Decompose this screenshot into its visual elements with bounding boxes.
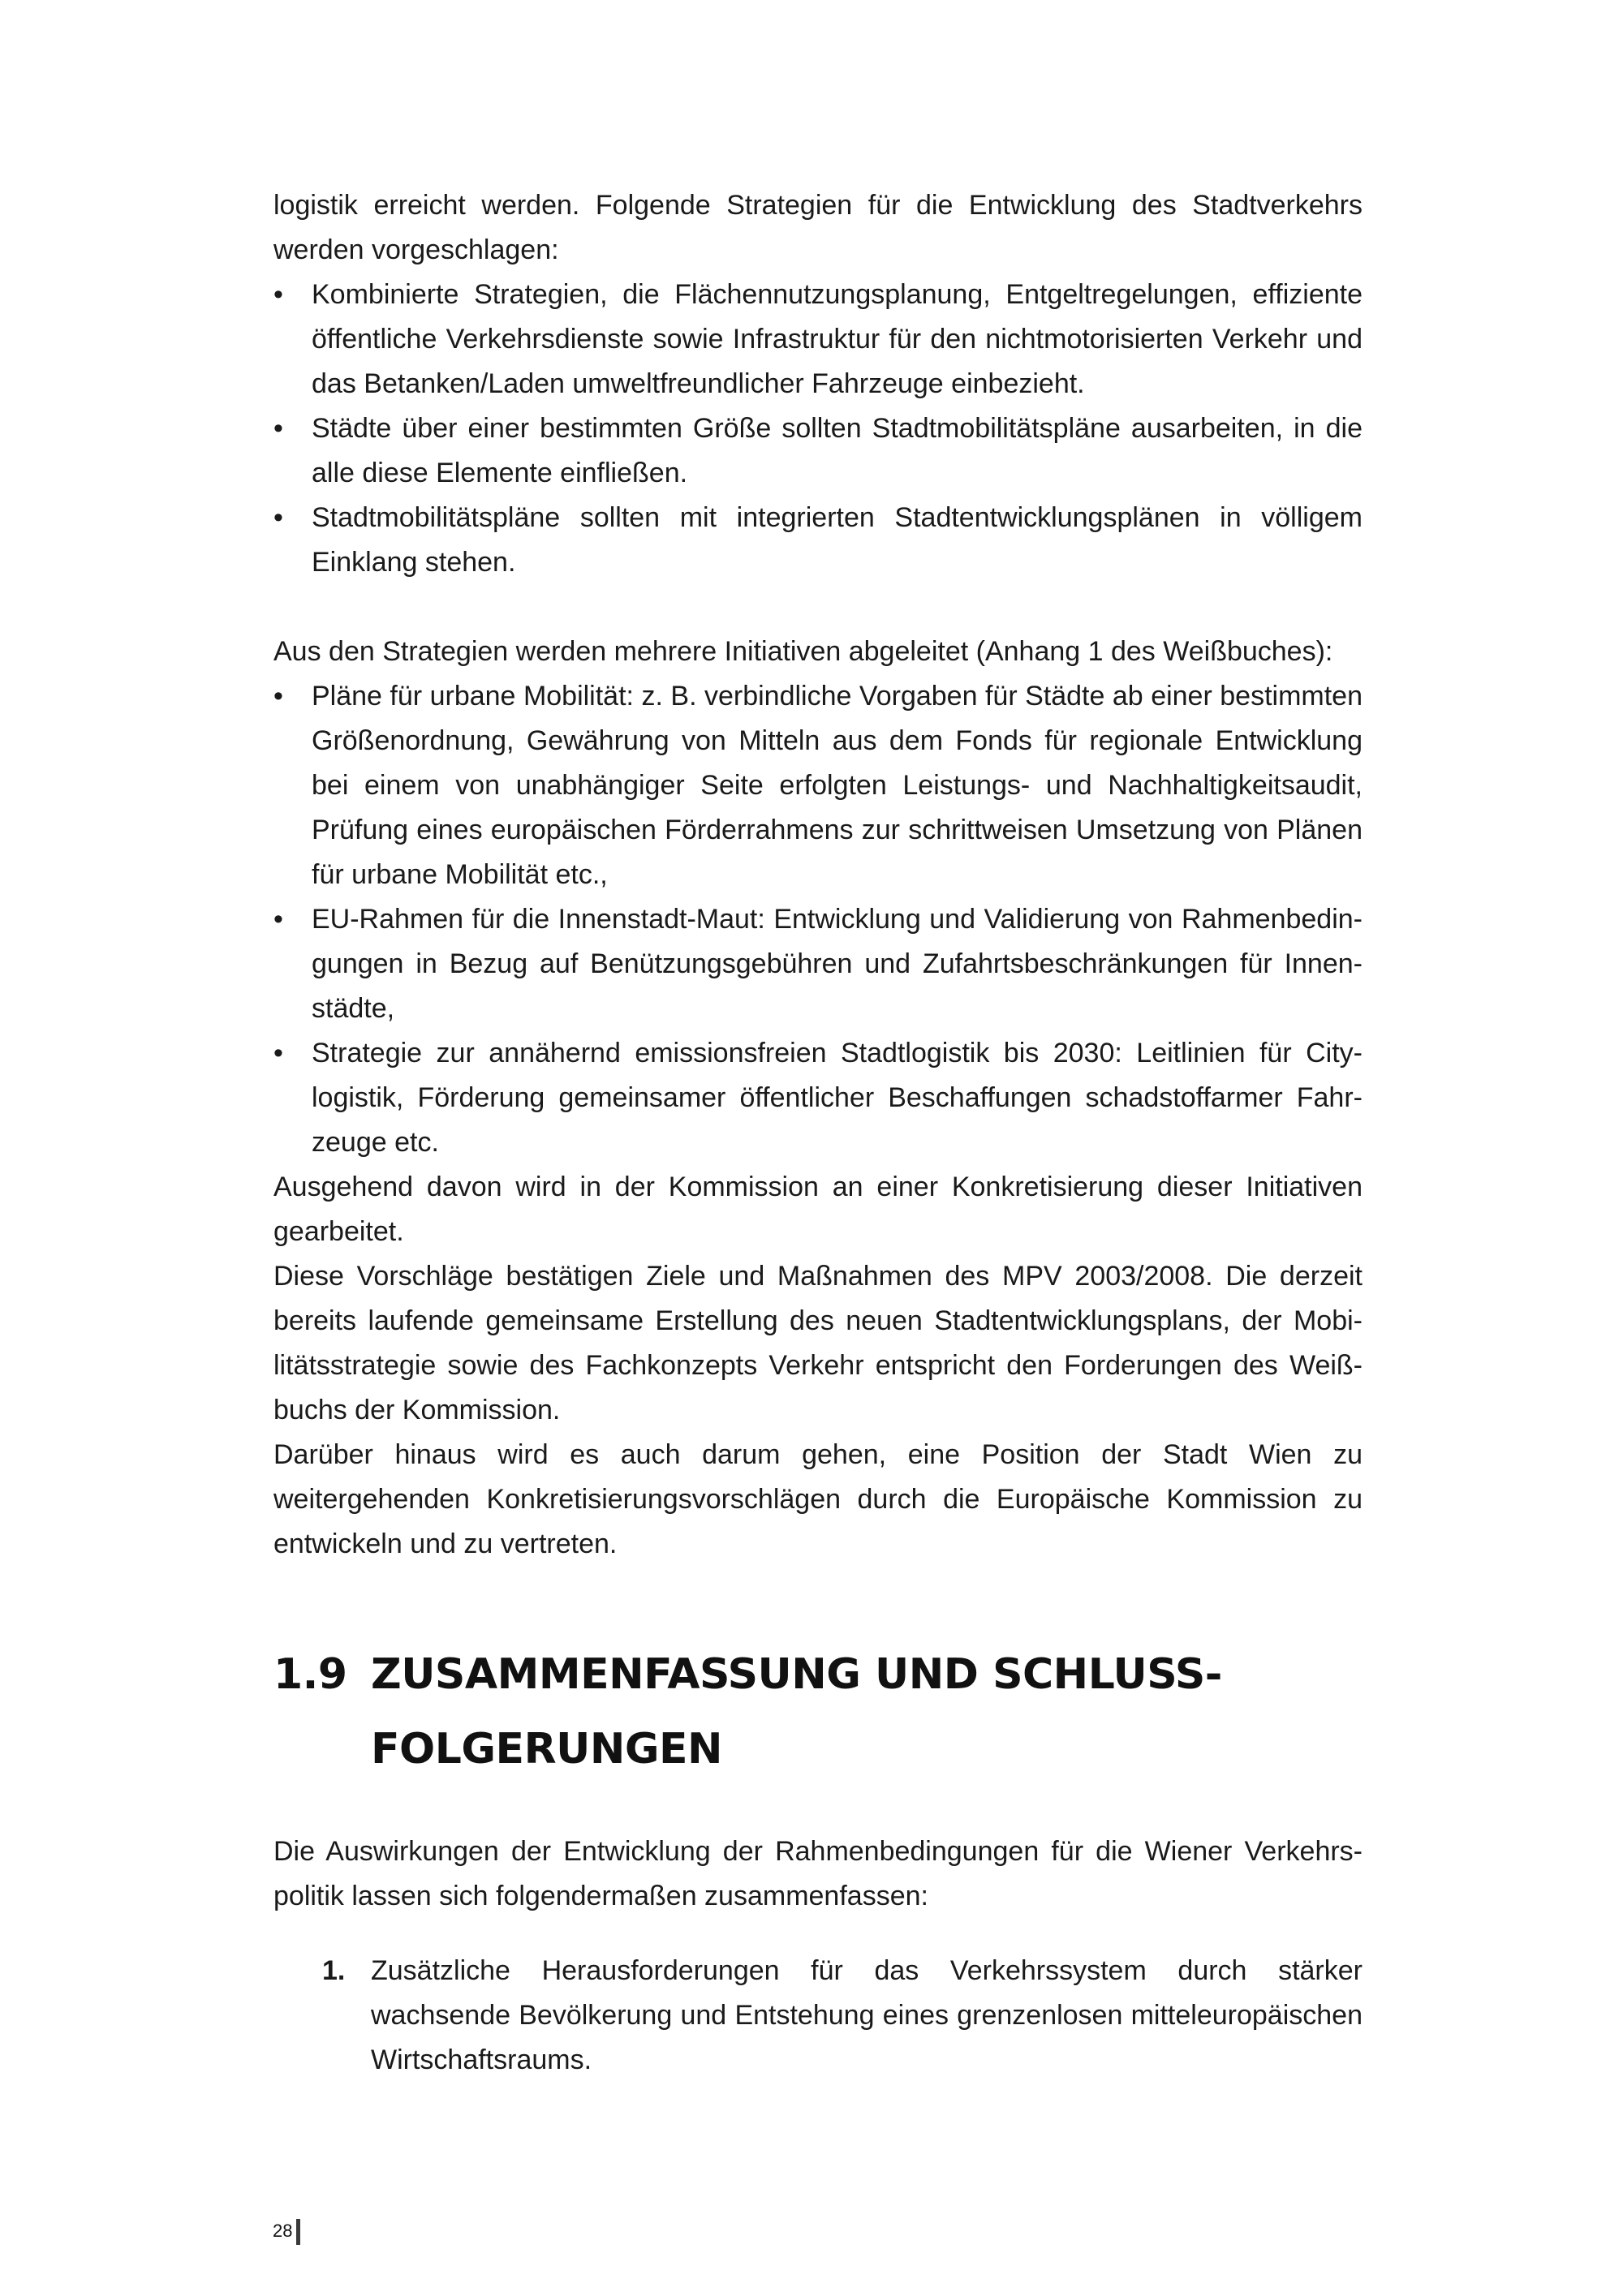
list-item: • Strategie zur annähernd emissionsfreien Stadtlogistik bis 2030: Leitlinien für Citylogistik, Förderung gemeinsamer öffentlicher Beschaffungen schadstoffarmer Fahrzeuge etc. [273, 1031, 1363, 1165]
section-number: 1.9 [273, 1650, 347, 1699]
section-heading [273, 1637, 1363, 1786]
list-marker: 1. [322, 1955, 346, 1986]
section-title-line-2: FOLGERUNGEN [371, 1725, 723, 1774]
list-item: • Kombinierte Strategien, die Flächennutzungsplanung, Entgeltregelungen, effiziente öffentliche Verkehrsdienste sowie Infrastruktur für den nichtmotorisierten Verkehr und das Betanken/Laden umweltfreundlicher Fahrzeuge einbezieht. [273, 273, 1363, 406]
list-item: • Pläne für urbane Mobilität: z. B. verbindliche Vorgaben für Städte ab einer bestimmten Größenordnung, Gewährung von Mitteln aus dem Fonds für regionale Entwicklung bei einem von unabhängiger Seite erfolgten Leistungs- und Nachhaltigkeitsaudit, Prüfung eines europäischen Förderrahmens zur schrittweisen Umsetzung von Plänen für urbane Mobilität etc., [273, 674, 1363, 897]
body-text [273, 183, 1363, 1567]
initiative-list [273, 674, 1363, 1165]
list-item-text: Zusätzliche Herausforderungen für das Verkehrssystem durch stärker wachsende Bevölkerung und Entstehung eines grenzenlosen mitteleuropäischen Wirtschaftsraums. [371, 1955, 1363, 2075]
summary-text [273, 1829, 1363, 2083]
initiatives-intro: Aus den Strategien werden mehrere Initiativen abgeleitet (Anhang 1 des Weißbuches): [273, 636, 1333, 667]
page-number-bar [296, 2219, 300, 2245]
paragraph: Ausgehend davon wird in der Kommission an einer Konkretisierung dieser Initiativen gearbeitet. [273, 1172, 1363, 1247]
page-number: 28 [273, 2221, 293, 2241]
list-item: • Städte über einer bestimmten Größe sollten Stadtmobilitätspläne ausarbeiten, in die alle diese Elemente einfließen. [273, 406, 1363, 496]
paragraph: Diese Vorschläge bestätigen Ziele und Maßnahmen des MPV 2003/2008. Die derzeit bereits laufende gemeinsame Erstellung des neuen Stadtentwicklungsplans, der Mobilitätsstrategie sowie des Fachkonzepts Verkehr entspricht den Forderungen des Weißbuchs der Kommission. [273, 1261, 1363, 1425]
intro-paragraph: logistik erreicht werden. Folgende Strategien für die Entwicklung des Stadtverkehrs werden vorgeschlagen: [273, 190, 1363, 265]
paragraph: Darüber hinaus wird es auch darum gehen, eine Position der Stadt Wien zu weitergehenden Konkretisierungsvorschlägen durch die Europäische Kommission zu entwickeln und zu vertreten. [273, 1439, 1363, 1559]
list-item [273, 1949, 1363, 2083]
summary-intro: Die Auswirkungen der Entwicklung der Rahmenbedingungen für die Wiener Verkehrspolitik lassen sich folgendermaßen zusammenfassen: [273, 1836, 1363, 1911]
strategy-list [273, 273, 1363, 585]
summary-list [273, 1949, 1363, 2083]
list-item: • Stadtmobilitätspläne sollten mit integrierten Stadtentwicklungsplänen in völligem Einklang stehen. [273, 496, 1363, 585]
list-item: • EU-Rahmen für die Innenstadt-Maut: Entwicklung und Validierung von Rahmenbedingungen in Bezug auf Benützungsgebühren und Zufahrtsbeschränkungen für Innenstädte, [273, 897, 1363, 1031]
section-title-line-1: ZUSAMMENFASSUNG UND SCHLUSS- [371, 1650, 1222, 1699]
